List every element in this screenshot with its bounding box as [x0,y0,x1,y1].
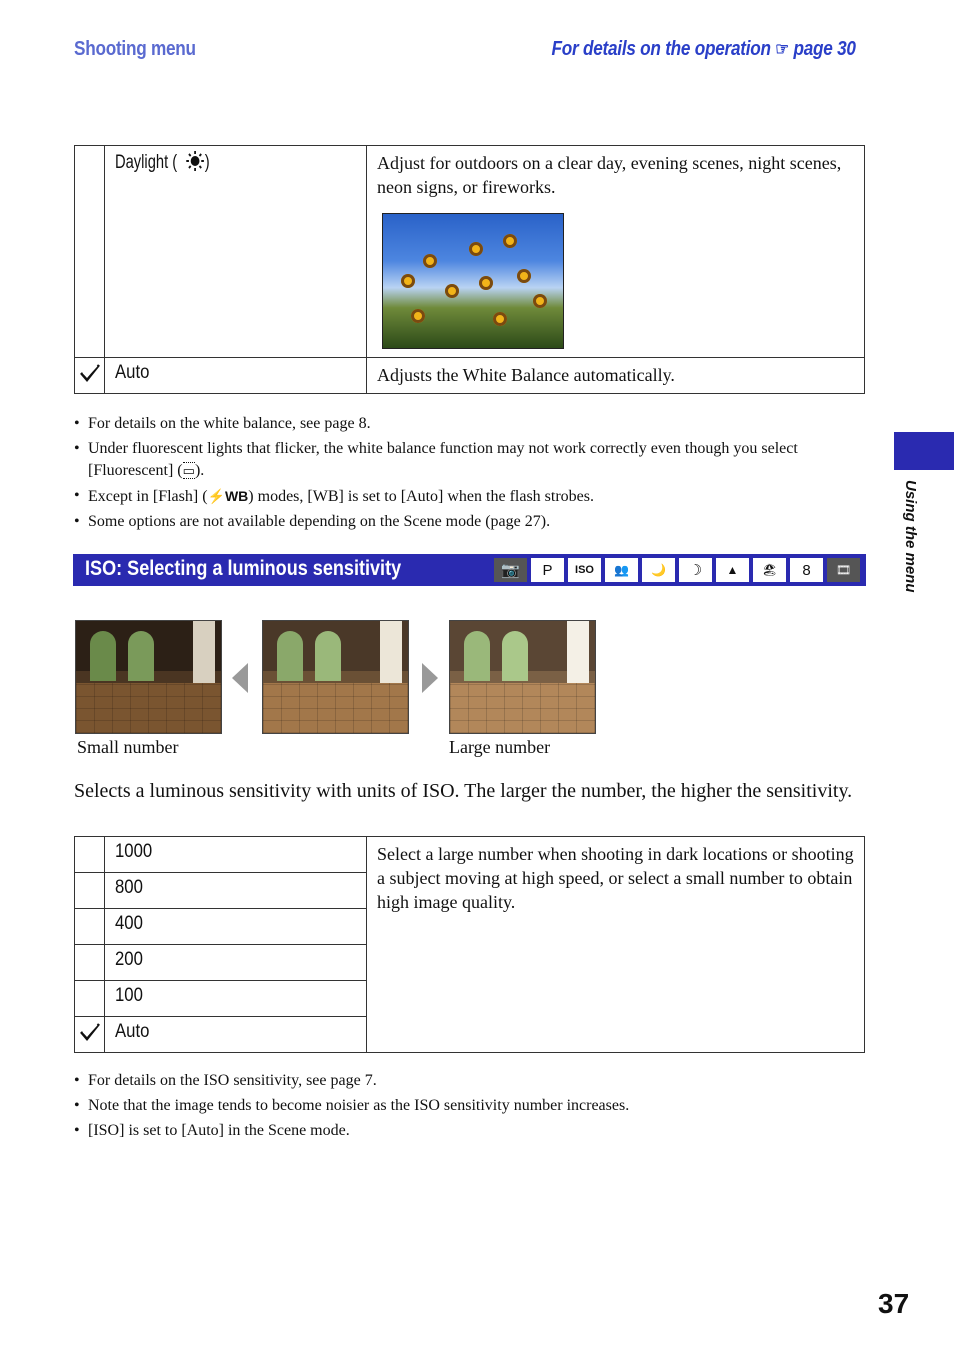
operation-reference[interactable] [552,38,856,61]
checkmark-icon [79,363,101,383]
pointing-hand-icon: ☞ [775,39,790,59]
note-text: For details on the ISO sensitivity, see page 7. [88,1072,377,1089]
snow-mode-icon: 8 [789,557,824,583]
list-item [74,1070,864,1092]
option-label: 100 [115,985,143,1006]
caption-small-number: Small number [77,737,179,757]
option-auto [105,1017,367,1053]
operation-reference-page: page 30 [793,38,856,60]
check-cell [75,981,105,1017]
daylight-description: Adjust for outdoors on a clear day, evening scenes, night scenes, neon signs, or fireworks. [377,153,842,197]
iso-section-header [73,554,866,586]
high-sensitivity-mode-icon: ISO [567,557,602,583]
option-1000 [105,837,367,873]
note-text: Some options are not available depending on the Scene mode (page 27). [88,513,551,530]
sunflower-photo [382,213,564,349]
iso-large-number-photo [449,620,596,734]
table-row [75,146,865,358]
list-item [74,1095,864,1117]
option-daylight [105,146,367,358]
section-title: ISO: Selecting a luminous sensitivity [85,557,402,580]
list-item [74,438,864,482]
option-label: 1000 [115,841,153,862]
option-800 [105,873,367,909]
mode-icon-strip [493,557,861,583]
white-balance-notes [74,413,864,536]
table-row [75,837,865,873]
camera-mode-icon: 📷 [493,557,528,583]
twilight-portrait-mode-icon: 🌙 [641,557,676,583]
sun-icon [186,150,205,172]
portrait-mode-icon: 👥 [604,557,639,583]
check-cell [75,146,105,358]
note-text: For details on the white balance, see page 8. [88,415,371,432]
iso-medium-photo [262,620,409,734]
caption-large-number: Large number [449,737,551,757]
white-balance-table [74,145,865,394]
operation-reference-text: For details on the operation [551,38,772,60]
note-text: Note that the image tends to become noisier as the ISO sensitivity number increases. [88,1097,630,1114]
option-description [367,146,865,358]
check-cell [75,873,105,909]
note-text: [ISO] is set to [Auto] in the Scene mode. [88,1122,350,1139]
table-row [75,358,865,394]
option-100 [105,981,367,1017]
checkmark-icon [79,1022,101,1042]
option-description: Adjusts the White Balance automatically. [367,358,865,394]
list-item [74,413,864,435]
option-label: Auto [115,362,150,383]
option-label: Auto [115,1021,150,1042]
option-description: Select a large number when shooting in dark locations or shooting a subject moving at high speed, or select a small number to obtain high image quality. [367,837,865,1053]
check-cell [75,1017,105,1053]
arrow-left-icon [232,663,248,693]
chapter-tab [894,432,954,470]
flash-wb-icon: ⚡WB [207,488,249,504]
page-number: 37 [878,1288,910,1319]
option-auto [105,358,367,394]
iso-small-number-photo [75,620,222,734]
chapter-label: Using the menu [902,480,919,593]
check-cell [75,837,105,873]
movie-mode-icon: 🎞 [826,557,861,583]
option-label-end: ) [204,152,210,173]
iso-notes [74,1070,864,1145]
check-cell [75,909,105,945]
section-header: Shooting menu [74,38,196,60]
option-label: 200 [115,949,143,970]
twilight-mode-icon: ☽ [678,557,713,583]
list-item [74,511,864,533]
beach-mode-icon: 🏖 [752,557,787,583]
iso-intro: Selects a luminous sensitivity with units of ISO. The larger the number, the higher the sensitivity. [74,780,853,802]
option-label: 800 [115,877,143,898]
arrow-right-icon [422,663,438,693]
note-text-end: ) modes, [WB] is set to [Auto] when the flash strobes. [248,488,595,505]
list-item [74,1120,864,1142]
option-400 [105,909,367,945]
fluorescent-icon: ▭ [182,463,195,478]
landscape-mode-icon: ▲ [715,557,750,583]
option-label: Daylight ( [115,152,178,173]
option-200 [105,945,367,981]
option-label: 400 [115,913,143,934]
note-text: Except in [Flash] ( [88,488,208,505]
program-mode-icon: P [530,557,565,583]
iso-table [74,836,865,1053]
list-item [74,485,864,508]
note-text-end: ). [194,462,205,479]
check-cell [75,358,105,394]
note-text: Under fluorescent lights that flicker, the white balance function may not work correctly even though you select [Fluorescent] ( [88,440,798,479]
check-cell [75,945,105,981]
